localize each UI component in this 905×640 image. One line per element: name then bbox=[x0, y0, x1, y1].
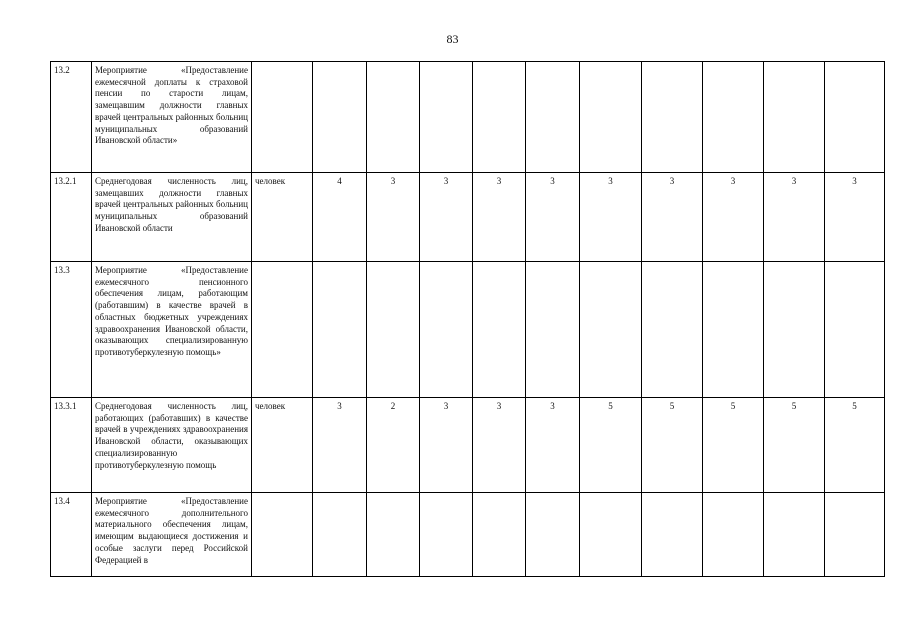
row-value: 3 bbox=[825, 173, 885, 262]
row-value: 3 bbox=[473, 173, 526, 262]
row-number: 13.2 bbox=[51, 62, 92, 173]
row-value: 3 bbox=[580, 173, 642, 262]
row-value bbox=[313, 62, 367, 173]
row-value bbox=[580, 62, 642, 173]
row-value: 5 bbox=[825, 398, 885, 493]
row-value bbox=[473, 62, 526, 173]
row-value: 4 bbox=[313, 173, 367, 262]
table-row bbox=[51, 493, 885, 577]
row-value bbox=[526, 493, 580, 577]
row-value: 3 bbox=[764, 173, 825, 262]
row-value: 3 bbox=[313, 398, 367, 493]
row-value bbox=[473, 493, 526, 577]
row-value bbox=[526, 62, 580, 173]
row-value bbox=[420, 62, 473, 173]
row-value bbox=[642, 62, 703, 173]
row-unit: человек bbox=[252, 398, 313, 493]
row-value bbox=[642, 493, 703, 577]
row-value bbox=[367, 493, 420, 577]
row-value bbox=[703, 262, 764, 398]
row-value bbox=[367, 262, 420, 398]
row-value bbox=[703, 62, 764, 173]
row-value bbox=[580, 262, 642, 398]
row-number: 13.4 bbox=[51, 493, 92, 577]
row-value bbox=[580, 493, 642, 577]
row-value bbox=[473, 262, 526, 398]
row-value bbox=[420, 493, 473, 577]
row-value bbox=[825, 262, 885, 398]
row-description: Мероприятие «Предоставление ежемесячного дополнительного материального обеспечения лицам, имеющим выдающиеся достижения и особые заслуги перед Российской Федерацией в bbox=[92, 493, 252, 577]
row-value bbox=[825, 62, 885, 173]
row-value bbox=[703, 493, 764, 577]
table-row bbox=[51, 262, 885, 398]
row-number: 13.3.1 bbox=[51, 398, 92, 493]
row-value bbox=[825, 493, 885, 577]
row-value bbox=[367, 62, 420, 173]
row-value bbox=[313, 262, 367, 398]
row-unit: человек bbox=[252, 173, 313, 262]
row-value: 5 bbox=[642, 398, 703, 493]
row-unit bbox=[252, 62, 313, 173]
row-value: 3 bbox=[703, 173, 764, 262]
row-value: 3 bbox=[526, 398, 580, 493]
row-value bbox=[420, 262, 473, 398]
row-value bbox=[642, 262, 703, 398]
row-description: Мероприятие «Предоставление ежемесячной доплаты к страховой пенсии по старости лицам, замещавшим должности главных врачей центральных районных больниц муниципальных образований Ивановской области» bbox=[92, 62, 252, 173]
row-value bbox=[313, 493, 367, 577]
row-value: 3 bbox=[473, 398, 526, 493]
row-value: 5 bbox=[580, 398, 642, 493]
row-value: 3 bbox=[420, 398, 473, 493]
row-value bbox=[764, 262, 825, 398]
row-value bbox=[764, 62, 825, 173]
row-value bbox=[764, 493, 825, 577]
row-description: Среднегодовая численность лиц, замещавших должности главных врачей центральных районных больниц муниципальных образований Ивановской области bbox=[92, 173, 252, 262]
row-value: 5 bbox=[764, 398, 825, 493]
row-number: 13.2.1 bbox=[51, 173, 92, 262]
page-number: 83 bbox=[446, 32, 459, 46]
indicators-table bbox=[50, 61, 885, 577]
table-row bbox=[51, 62, 885, 173]
row-unit bbox=[252, 262, 313, 398]
row-value: 3 bbox=[367, 173, 420, 262]
table-row bbox=[51, 173, 885, 262]
row-description: Среднегодовая численность лиц, работающих (работавших) в качестве врачей в учреждениях здравоохранения Ивановской области, оказывающих специализированную противотуберкулезную помощь bbox=[92, 398, 252, 493]
row-value: 3 bbox=[642, 173, 703, 262]
row-number: 13.3 bbox=[51, 262, 92, 398]
row-value: 3 bbox=[420, 173, 473, 262]
row-unit bbox=[252, 493, 313, 577]
row-value: 3 bbox=[526, 173, 580, 262]
table-row bbox=[51, 398, 885, 493]
row-value: 2 bbox=[367, 398, 420, 493]
row-value bbox=[526, 262, 580, 398]
row-description: Мероприятие «Предоставление ежемесячного пенсионного обеспечения лицам, работающим (работавшим) в качестве врачей в областных бюджетных учреждениях здравоохранения Ивановской области, оказывающих специализированную противотуберкулезную помощь» bbox=[92, 262, 252, 398]
row-value: 5 bbox=[703, 398, 764, 493]
